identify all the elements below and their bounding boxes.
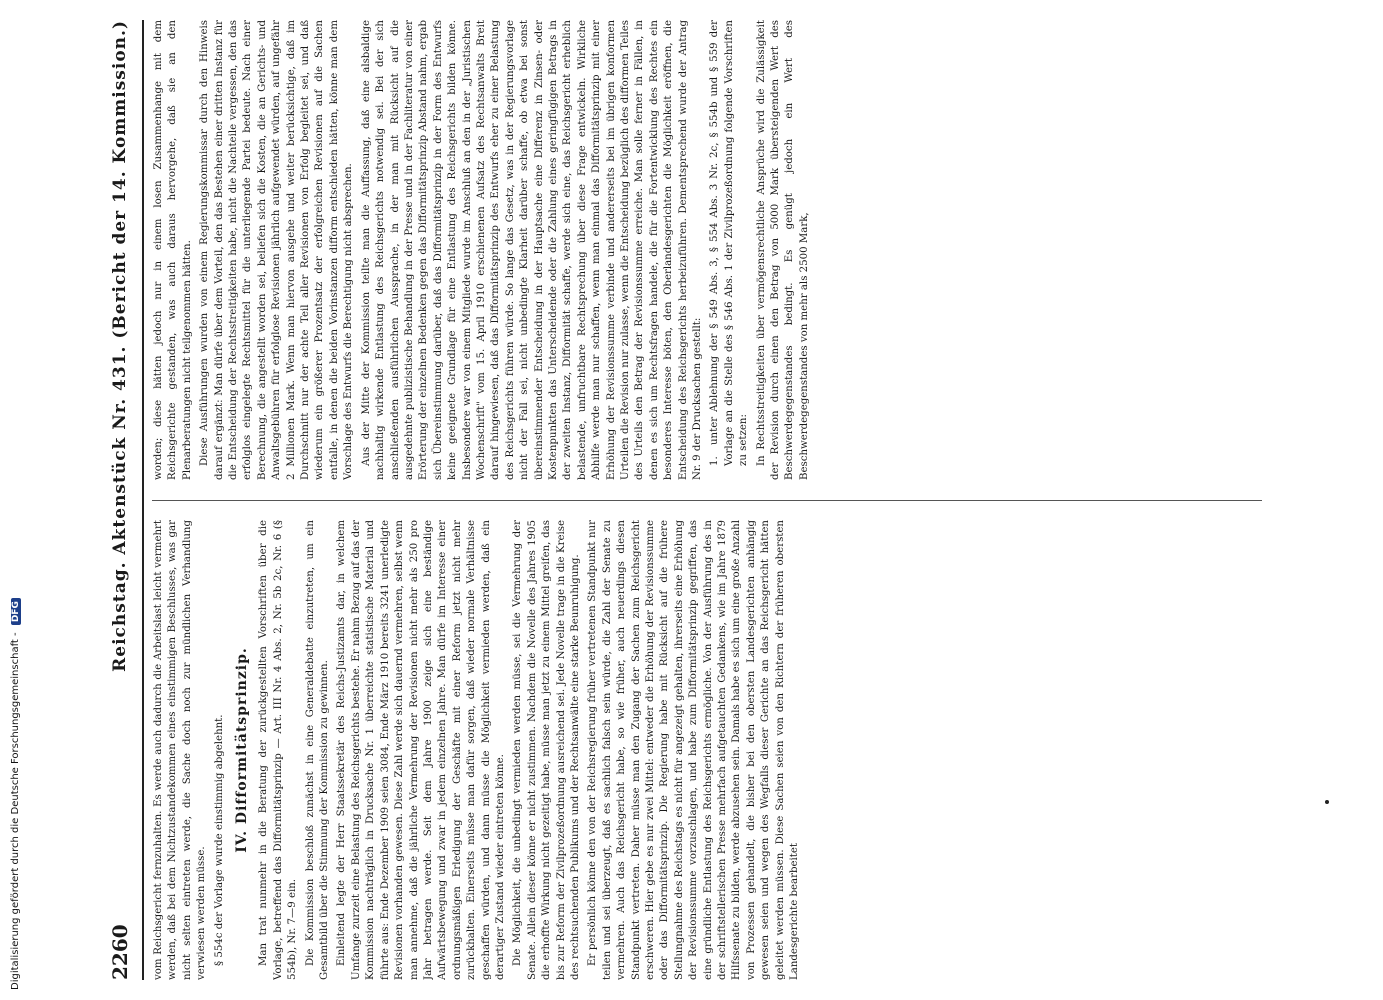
rotated-document-page <box>100 20 1280 980</box>
paragraph: In Rechtsstreitigkeiten über vermögensrechtliche Ansprüche wird die Zulässigkeit der Revision durch einen den Betrag von 5000 Mark übersteigenden Wert des Beschwerdegegenstandes bedingt. Es genügt jedoch ein Wert des Beschwerdegegenstandes von mehr als 2500 Mark, <box>755 20 810 480</box>
paragraph: Einleitend legte der Herr Staatssekretär des Reichs-Justizamts dar, in welchem Umfange zurzeit eine Belastung des Reichsgerichts bestehe. Er nahm Bezug auf das der Kommission nachträglich in Drucksache Nr. 1 überreichte statistische Material und führte aus: Ende Dezember 1909 seien 3084, Ende März 1910 bereits 3241 unerledigte Revisionen vorhanden gewesen. Diese Zahl werde sich dauernd vermehren, selbst wenn man annehme, daß die jährliche Vermehrung der Revisionen nicht mehr als 250 pro Jahr betragen werde. Seit dem Jahre 1900 zeige sich eine beständige Aufwärtsbewegung und zwar in jedem einzelnen Jahre. Man dürfe im Interesse einer ordnungsmäßigen Erledigung der Geschäfte mit einer Reform jetzt nicht mehr zurückhalten. Einerseits müsse man dafür sorgen, daß wieder normale Verhältnisse geschaffen würden, und dann müsse die Möglichkeit vermieden werden, daß ein derartiger Zustand wieder eintreten könne. <box>336 520 506 980</box>
list-item-number: 1. <box>709 456 721 466</box>
paragraph: worden; diese hätten jedoch nur in einem losen Zusammenhange mit dem Reichsgerichte gestanden, was auch daraus hervorgehe, daß sie an den Plenarberatungen nicht teilgenommen hätten. <box>153 20 193 480</box>
section-heading: IV. Difformitätsprinzip. <box>234 647 251 853</box>
page-header <box>100 20 140 980</box>
paragraph: Die Möglichkeit, die unbedingt vermieden werden müsse, sei die Vermehrung der Senate. Allein dieser könne er nicht zustimmen. Nachdem die Novelle des Jahres 1905 die erhoffte Wirkung nicht gezeitigt habe, müsse man jetzt zu einem Mittel greifen, das bis zur Reform der Zivilprozeßordnung ausreichend sei. Jede Novelle trage in die Kreise des rechtsuchenden Publikums und der Rechtsanwälte eine starke Beunruhigung. <box>512 520 581 980</box>
left-column <box>152 520 1272 980</box>
right-column <box>152 20 1272 480</box>
digitization-credit <box>10 598 21 990</box>
list-item-text: unter Ablehnung der § 549 Abs. 3, § 554 Abs. 3 Nr. 2c, § 554b und § 559 der Vorlage an die Stelle des § 546 Abs. 1 der Zivilprozeßordnung folgende Vorschriften zu setzen: <box>709 20 750 466</box>
list-item <box>708 20 751 466</box>
credit-text: Digitalisierung gefördert durch die Deutsche Forschungsgemeinschaft - <box>10 632 21 990</box>
column-divider <box>152 500 1262 501</box>
paragraph: Er persönlich könne den von der Reichsregierung früher vertretenen Standpunkt nur teilen und sei überzeugt, daß es sachlich falsch sein würde, die Zahl der Senate zu vermehren. Auch das Reichsgericht habe, so wie früher, auch neuerdings diesen Standpunkt vertreten. Daher müsse man den Zugang der Sachen zum Reichsgericht erschweren. Hier gebe es nur zwei Mittel: entweder die Erhöhung der Revisionssumme oder das Difformitätsprinzip. Die Regierung habe mit Rücksicht auf die frühere Stellungnahme des Reichstags es nicht für angezeigt gehalten, ihrerseits eine Erhöhung der Revisionssumme vorzuschlagen, und habe zum Difformitätsprinzip gegriffen, das eine gründliche Entlastung des Reichsgerichts ermögliche. Von der Ausführung des in der schriftstellerischen Presse mehrfach aufgetauchten Gedankens, wie im Jahre 1879 Hilfssenate zu bilden, werde abzusehen sein. Damals habe es sich um eine große Anzahl von Prozessen gehandelt, die bisher bei den obersten Landesgerichten anhängig gewesen seien und wegen des Wegfalls dieser Gerichte an das Reichsgericht hätten geleitet werden müssen. Diese Sachen seien von den Richtern der früheren obersten Landesgerichte bearbeitet <box>587 520 801 980</box>
ink-speck <box>1325 800 1329 804</box>
dfg-logo: DFG <box>11 598 21 625</box>
header-rule <box>142 20 144 980</box>
page-title: Reichstag. Aktenstück Nr. 431. (Bericht der 14. Kommission.) <box>110 20 130 672</box>
paragraph: vom Reichsgericht fernzuhalten. Es werde auch dadurch die Arbeitslast leicht vermehrt werden, daß bei dem Nichtzustandekommen eines einstimmigen Beschlusses, was gar nicht selten eintreten werde, die Sache doch noch zur mündlichen Verhandlung verwiesen werden müsse. <box>153 520 208 980</box>
paragraph: Man trat nunmehr in die Beratung der zurückgestellten Vorschriften über die Vorlage, betreffend das Difformitätsprinzip — Art. III Nr. 4 Abs. 2, Nr. 5b 2c, Nr. 6 (§ 554b), Nr. 7—9 ein. <box>258 520 299 980</box>
paragraph: Die Kommission beschloß zunächst in eine Generaldebatte einzutreten, um ein Gesamtbild über die Stimmung der Kommission zu gewinnen. <box>304 520 331 980</box>
paragraph: Diese Ausführungen wurden von einem Regierungskommissar durch den Hinweis darauf ergänzt: Man dürfe über dem Vorteil, den das Bestehen einer dritten Instanz für die Entscheidung der Rechtsstreitigkeiten habe, nicht die Nachteile vergessen, den das erfolglos eingelegte Rechtsmittel für die unterliegende Partei bedeute. Nach einer Berechnung, die angestellt worden sei, beliefen sich die Kosten, die an Gerichts- und Anwaltsgebühren für erfolglose Revisionen jährlich aufgewendet würden, auf ungefähr 2 Millionen Mark. Wenn man hiervon ausgehe und weiter berücksichtige, daß im Durchschnitt nur der achte Teil aller Revisionen von Erfolg begleitet sei, und daß wiederum ein größerer Prozentsatz der erfolgreichen Revisionen auf die Sachen entfalle, in denen die beiden Vorinstanzen difform entschieden hätten, könne man dem Vorschlage des Entwurfs die Berechtigung nicht absprechen. <box>199 20 355 480</box>
page-number: 2260 <box>108 924 132 980</box>
paragraph: § 554c der Vorlage wurde einstimmig abgelehnt. <box>213 714 225 966</box>
paragraph: Aus der Mitte der Kommission teilte man die Auffassung, daß eine alsbaldige nachhaltig wirkende Entlastung des Reichsgerichts notwendig sei. Bei der sich anschließenden ausführlichen Aussprache, in der man mit Rücksicht auf die ausgedehnte publizistische Behandlung in der Presse und in der Fachliteratur von einer Erörterung der einzelnen Bedenken gegen das Difformitätsprinzip Abstand nahm, ergab sich Übereinstimmung darüber, daß das Difformitätsprinzip in der Form des Entwurfs keine geeignete Grundlage für eine Entlastung des Reichsgerichts bilden könne. Insbesondere war von einem Mitgliede wurde im Anschluß an den in der „Juristischen Wochenschrift" vom 15. April 1910 erschienenen Aufsatz des Rechtsanwalts Breit darauf hingewiesen, daß das Difformitätsprinzip des Entwurfs eher zu einer Belastung des Reichsgerichts führen würde. So lange das Gesetz, was in der Regierungsvorlage nicht der Fall sei, nicht unbedingte Klarheit darüber schaffe, ob etwa bei sonst übereinstimmender Entscheidung in der Hauptsache eine Differenz in Zinsen- oder Kostenpunkten das Unterscheidende oder die Zahlung eines geringfügigen Betrags in der zweiten Instanz, Difformität schaffe, werde sich eine, das Reichsgericht erheblich belastende, unfruchtbare Rechtsprechung über diese Frage entwickeln. Wirkliche Abhilfe werde man nur schaffen, wenn man einmal das Difformitätsprinzip mit einer Erhöhung der Revisionssumme verbinde und andererseits bei im übrigen konformen Urteilen die Revision nur zulasse, wenn die Entscheidung bezüglich des difformen Teiles des Urteils den Betrag der Revisionssumme erreiche. Man solle ferner in Fällen, in denen es sich um Rechtsfragen handele, die für die Fortentwicklung des Rechtes ein besonderes Interesse böten, den Oberlandesgerichten die Möglichkeit eröffnen, die Entscheidung des Reichsgerichts herbeizuführen. Dementsprechend wurde der Antrag Nr. 9 der Drucksachen gestellt: <box>360 20 704 480</box>
